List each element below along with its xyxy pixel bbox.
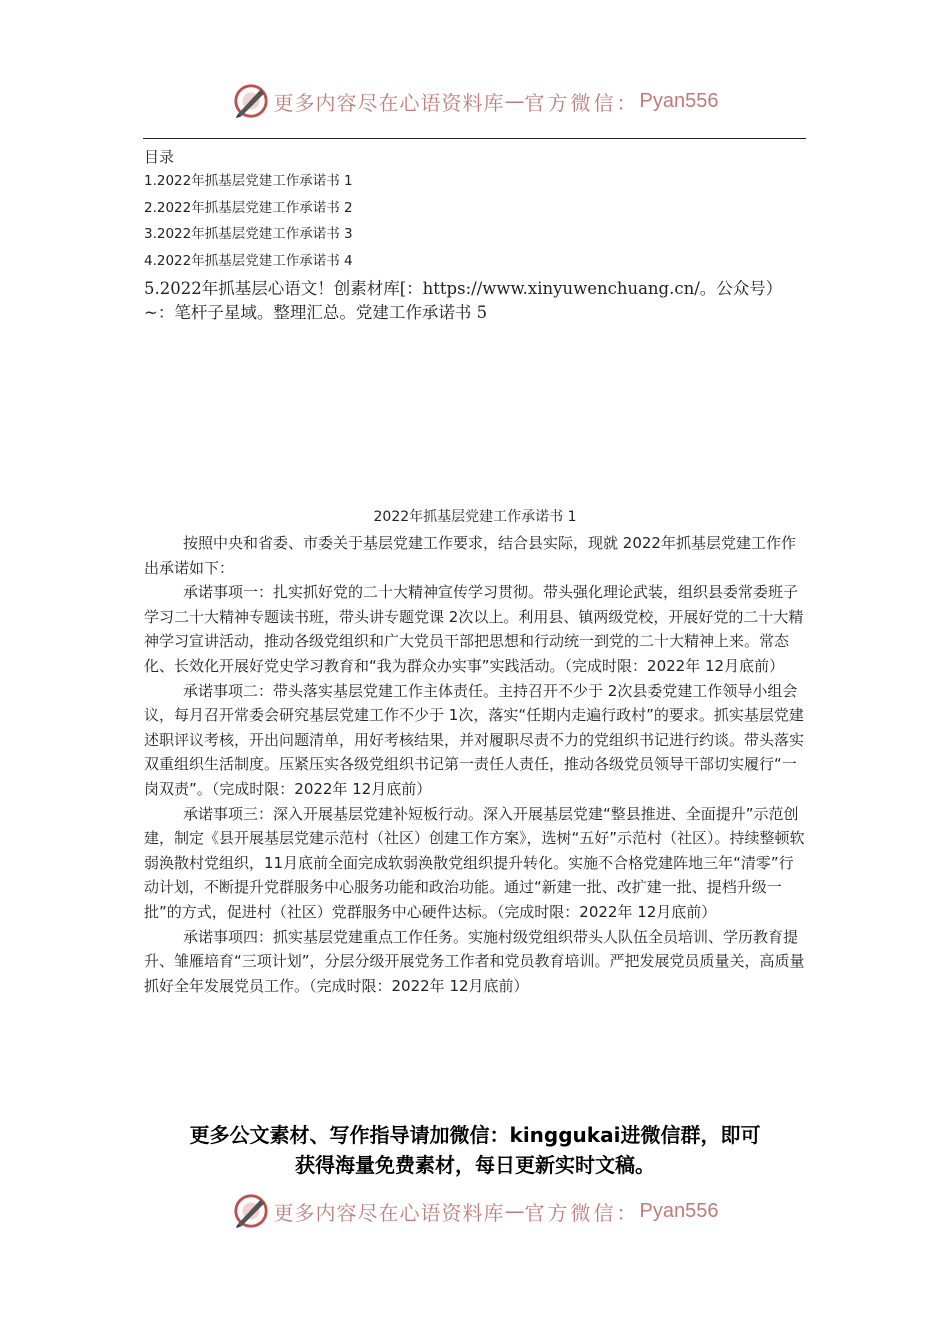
banner-wechat-label: 官方微信： xyxy=(524,90,640,115)
toc-item: 5.2022年抓基层心语文！创素材库[：https://www.xinyuwenchuang.cn/。公众号）~：笔杆子星域。整理汇总。党建工作承诺书 5 xyxy=(144,279,783,322)
promo-text xyxy=(120,1120,830,1180)
article-paragraph: 承诺事项三：深入开展基层党建补短板行动。深入开展基层党建“整县推进、全面提升”示范创建，制定《县开展基层党建示范村（社区）创建工作方案》，选树“五好”示范村（社区）。持续整顿软弱涣散村党组织，11月底前全面完成软弱涣散党组织提升转化。实施不合格党建阵地三年“清零”行动计划，不断提升党群服务中心服务功能和政治功能。通过“新建一批、改扩建一批、提档升级一批”的方式，促进村（社区）党群服务中心硬件达标。（完成时限：2022年 12月底前） xyxy=(144,804,805,921)
toc-title: 目录 xyxy=(144,148,175,166)
banner-site-text: 更多内容尽在心语资料库 xyxy=(273,1200,505,1225)
table-of-contents xyxy=(144,146,806,325)
article-title: 2022年抓基层党建工作承诺书 1 xyxy=(373,509,577,525)
banner-wechat-id: Pyan556 xyxy=(639,1199,719,1222)
toc-item: 1.2022年抓基层党建工作承诺书 1 xyxy=(144,173,353,189)
promo-line-2: 获得海量免费素材，每日更新实时文稿。 xyxy=(295,1153,655,1177)
toc-item: 3.2022年抓基层党建工作承诺书 3 xyxy=(144,226,353,242)
pen-logo-icon xyxy=(232,1192,270,1230)
banner-separator: — xyxy=(504,1199,525,1223)
banner-separator: — xyxy=(504,89,525,113)
banner-site-text: 更多内容尽在心语资料库 xyxy=(273,90,505,115)
header-divider xyxy=(143,138,806,139)
article-body xyxy=(144,505,806,998)
article-paragraph: 承诺事项四：抓实基层党建重点工作任务。实施村级党组织带头人队伍全员培训、学历教育提升、雏雁培育“三项计划”，分层分级开展党务工作者和党员教育培训。严把发展党员质量关，高质量抓好全年发展党员工作。（完成时限：2022年 12月底前） xyxy=(144,927,805,995)
article-paragraph: 按照中央和省委、市委关于基层党建工作要求，结合县实际，现就 2022年抓基层党建工作作出承诺如下： xyxy=(144,534,796,577)
banner-wechat-label: 官方微信： xyxy=(524,1200,640,1225)
promo-line-1: 更多公文素材、写作指导请加微信：kinggukai进微信群，即可 xyxy=(189,1123,761,1147)
pen-logo-icon xyxy=(232,82,270,120)
toc-item: 2.2022年抓基层党建工作承诺书 2 xyxy=(144,199,353,216)
banner-wechat-id: Pyan556 xyxy=(639,89,719,112)
toc-item: 4.2022年抓基层党建工作承诺书 4 xyxy=(144,252,353,269)
footer-banner xyxy=(0,1192,950,1230)
article-paragraph: 承诺事项一：扎实抓好党的二十大精神宣传学习贯彻。带头强化理论武装，组织县委常委班子学习二十大精神专题读书班，带头讲专题党课 2次以上。利用县、镇两级党校，开展好党的二十大精神学习宣讲活动，推动各级党组织和广大党员干部把思想和行动统一到党的二十大精神上来。常态化、长效化开展好党史学习教育和“我为群众办实事”实践活动。（完成时限：2022年 12月底前） xyxy=(144,583,804,675)
header-banner xyxy=(0,82,950,120)
article-paragraph: 承诺事项二：带头落实基层党建工作主体责任。主持召开不少于 2次县委党建工作领导小组会议，每月召开常委会研究基层党建工作不少于 1次，落实“任期内走遍行政村”的要求。抓实基层党建述职评议考核，开出问题清单，用好考核结果，并对履职尽责不力的党组织书记进行约谈。带头落实双重组织生活制度。压紧压实各级党组织书记第一责任人责任，推动各级党员领导干部切实履行“一岗双责”。（完成时限：2022年 12月底前） xyxy=(144,681,805,798)
